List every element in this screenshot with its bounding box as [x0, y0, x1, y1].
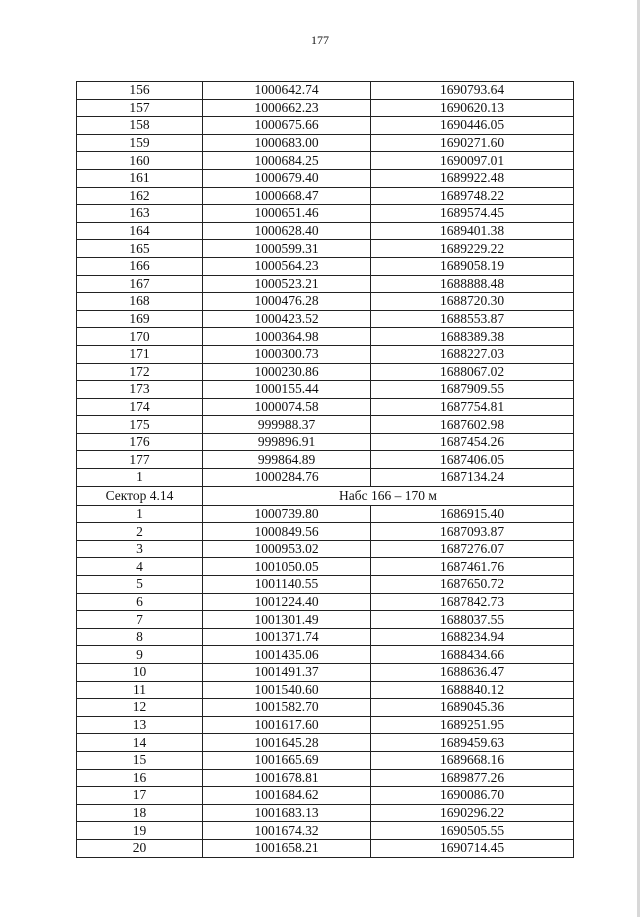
x-coordinate-cell: 1001491.37: [203, 664, 371, 682]
y-coordinate-cell: 1687602.98: [371, 416, 574, 434]
x-coordinate-cell: 1000423.52: [203, 310, 371, 328]
coordinates-table: [76, 81, 574, 858]
y-coordinate-cell: 1690271.60: [371, 134, 574, 152]
point-number-cell: 17: [77, 787, 203, 805]
y-coordinate-cell: 1687754.81: [371, 398, 574, 416]
point-number-cell: 169: [77, 310, 203, 328]
x-coordinate-cell: 1000364.98: [203, 328, 371, 346]
table-row: [77, 734, 574, 752]
sector-height-note: Набс 166 – 170 м: [203, 486, 574, 505]
x-coordinate-cell: 1000683.00: [203, 134, 371, 152]
point-number-cell: 156: [77, 82, 203, 100]
x-coordinate-cell: 1001435.06: [203, 646, 371, 664]
table-row: [77, 523, 574, 541]
x-coordinate-cell: 999864.89: [203, 451, 371, 469]
x-coordinate-cell: 1001301.49: [203, 611, 371, 629]
y-coordinate-cell: 1687454.26: [371, 433, 574, 451]
table-row: [77, 257, 574, 275]
y-coordinate-cell: 1687909.55: [371, 381, 574, 399]
table-row: [77, 787, 574, 805]
x-coordinate-cell: 1001371.74: [203, 628, 371, 646]
y-coordinate-cell: 1688234.94: [371, 628, 574, 646]
y-coordinate-cell: 1688037.55: [371, 611, 574, 629]
point-number-cell: 20: [77, 839, 203, 857]
point-number-cell: 2: [77, 523, 203, 541]
x-coordinate-cell: 1000230.86: [203, 363, 371, 381]
y-coordinate-cell: 1688227.03: [371, 345, 574, 363]
x-coordinate-cell: 1000155.44: [203, 381, 371, 399]
point-number-cell: 1: [77, 505, 203, 523]
point-number-cell: 166: [77, 257, 203, 275]
table-row: [77, 416, 574, 434]
x-coordinate-cell: 1000739.80: [203, 505, 371, 523]
point-number-cell: 8: [77, 628, 203, 646]
y-coordinate-cell: 1688434.66: [371, 646, 574, 664]
x-coordinate-cell: 1000651.46: [203, 205, 371, 223]
point-number-cell: 162: [77, 187, 203, 205]
table-row: [77, 646, 574, 664]
x-coordinate-cell: 1001683.13: [203, 804, 371, 822]
point-number-cell: 177: [77, 451, 203, 469]
table-row: [77, 152, 574, 170]
point-number-cell: 160: [77, 152, 203, 170]
x-coordinate-cell: 1000564.23: [203, 257, 371, 275]
table-row: [77, 205, 574, 223]
y-coordinate-cell: 1689401.38: [371, 222, 574, 240]
sector-label: Сектор 4.14: [77, 486, 203, 505]
y-coordinate-cell: 1690446.05: [371, 117, 574, 135]
x-coordinate-cell: 1000662.23: [203, 99, 371, 117]
y-coordinate-cell: 1689748.22: [371, 187, 574, 205]
x-coordinate-cell: 1001617.60: [203, 716, 371, 734]
x-coordinate-cell: 1000675.66: [203, 117, 371, 135]
point-number-cell: 7: [77, 611, 203, 629]
point-number-cell: 13: [77, 716, 203, 734]
table-row: [77, 310, 574, 328]
y-coordinate-cell: 1690793.64: [371, 82, 574, 100]
point-number-cell: 174: [77, 398, 203, 416]
x-coordinate-cell: 1000679.40: [203, 169, 371, 187]
x-coordinate-cell: 1000523.21: [203, 275, 371, 293]
y-coordinate-cell: 1690620.13: [371, 99, 574, 117]
table-row: [77, 187, 574, 205]
point-number-cell: 4: [77, 558, 203, 576]
table-row: [77, 345, 574, 363]
point-number-cell: 173: [77, 381, 203, 399]
x-coordinate-cell: 1000074.58: [203, 398, 371, 416]
table-row: [77, 240, 574, 258]
point-number-cell: 10: [77, 664, 203, 682]
y-coordinate-cell: 1690296.22: [371, 804, 574, 822]
point-number-cell: 168: [77, 293, 203, 311]
x-coordinate-cell: 1001684.62: [203, 787, 371, 805]
x-coordinate-cell: 1001540.60: [203, 681, 371, 699]
page-number: 177: [311, 33, 329, 47]
y-coordinate-cell: 1690505.55: [371, 822, 574, 840]
x-coordinate-cell: 1001645.28: [203, 734, 371, 752]
table-row: [77, 451, 574, 469]
table-row: [77, 99, 574, 117]
y-coordinate-cell: 1689574.45: [371, 205, 574, 223]
y-coordinate-cell: 1690086.70: [371, 787, 574, 805]
y-coordinate-cell: 1688720.30: [371, 293, 574, 311]
coordinates-table-body: [77, 82, 574, 858]
table-row: [77, 804, 574, 822]
table-row: [77, 169, 574, 187]
point-number-cell: 164: [77, 222, 203, 240]
point-number-cell: 172: [77, 363, 203, 381]
x-coordinate-cell: 1001582.70: [203, 699, 371, 717]
table-row: [77, 558, 574, 576]
x-coordinate-cell: 1000953.02: [203, 540, 371, 558]
point-number-cell: 6: [77, 593, 203, 611]
table-row: [77, 699, 574, 717]
x-coordinate-cell: 1000668.47: [203, 187, 371, 205]
x-coordinate-cell: 1000476.28: [203, 293, 371, 311]
table-row: [77, 664, 574, 682]
table-row: [77, 593, 574, 611]
table-row: [77, 222, 574, 240]
y-coordinate-cell: 1689251.95: [371, 716, 574, 734]
point-number-cell: 18: [77, 804, 203, 822]
x-coordinate-cell: 1000684.25: [203, 152, 371, 170]
y-coordinate-cell: 1689922.48: [371, 169, 574, 187]
point-number-cell: 16: [77, 769, 203, 787]
point-number-cell: 9: [77, 646, 203, 664]
y-coordinate-cell: 1687093.87: [371, 523, 574, 541]
table-row: [77, 117, 574, 135]
table-row: [77, 611, 574, 629]
point-number-cell: 161: [77, 169, 203, 187]
point-number-cell: 170: [77, 328, 203, 346]
point-number-cell: 158: [77, 117, 203, 135]
point-number-cell: 1: [77, 469, 203, 487]
x-coordinate-cell: 1001665.69: [203, 751, 371, 769]
x-coordinate-cell: 1001050.05: [203, 558, 371, 576]
x-coordinate-cell: 1001678.81: [203, 769, 371, 787]
table-row: [77, 381, 574, 399]
point-number-cell: 167: [77, 275, 203, 293]
table-row: [77, 681, 574, 699]
y-coordinate-cell: 1689877.26: [371, 769, 574, 787]
point-number-cell: 3: [77, 540, 203, 558]
y-coordinate-cell: 1687134.24: [371, 469, 574, 487]
y-coordinate-cell: 1687406.05: [371, 451, 574, 469]
point-number-cell: 165: [77, 240, 203, 258]
point-number-cell: 12: [77, 699, 203, 717]
point-number-cell: 171: [77, 345, 203, 363]
table-row: [77, 433, 574, 451]
table-row: [77, 328, 574, 346]
table-row: [77, 363, 574, 381]
table-row: [77, 769, 574, 787]
x-coordinate-cell: 1001140.55: [203, 576, 371, 594]
x-coordinate-cell: 1000300.73: [203, 345, 371, 363]
x-coordinate-cell: 999896.91: [203, 433, 371, 451]
y-coordinate-cell: 1687276.07: [371, 540, 574, 558]
x-coordinate-cell: 1001658.21: [203, 839, 371, 857]
y-coordinate-cell: 1687842.73: [371, 593, 574, 611]
x-coordinate-cell: 1000284.76: [203, 469, 371, 487]
x-coordinate-cell: 1000849.56: [203, 523, 371, 541]
table-row: [77, 398, 574, 416]
point-number-cell: 11: [77, 681, 203, 699]
table-row: [77, 540, 574, 558]
sector-header-row: [77, 486, 574, 505]
y-coordinate-cell: 1690714.45: [371, 839, 574, 857]
y-coordinate-cell: 1688636.47: [371, 664, 574, 682]
point-number-cell: 163: [77, 205, 203, 223]
y-coordinate-cell: 1689045.36: [371, 699, 574, 717]
y-coordinate-cell: 1688389.38: [371, 328, 574, 346]
table-row: [77, 822, 574, 840]
y-coordinate-cell: 1689459.63: [371, 734, 574, 752]
table-row: [77, 82, 574, 100]
table-row: [77, 293, 574, 311]
table-row: [77, 628, 574, 646]
y-coordinate-cell: 1688888.48: [371, 275, 574, 293]
point-number-cell: 14: [77, 734, 203, 752]
y-coordinate-cell: 1687650.72: [371, 576, 574, 594]
y-coordinate-cell: 1689058.19: [371, 257, 574, 275]
point-number-cell: 19: [77, 822, 203, 840]
x-coordinate-cell: 1001224.40: [203, 593, 371, 611]
y-coordinate-cell: 1686915.40: [371, 505, 574, 523]
table-row: [77, 275, 574, 293]
y-coordinate-cell: 1687461.76: [371, 558, 574, 576]
y-coordinate-cell: 1688553.87: [371, 310, 574, 328]
table-row: [77, 576, 574, 594]
point-number-cell: 15: [77, 751, 203, 769]
x-coordinate-cell: 1000599.31: [203, 240, 371, 258]
table-row: [77, 839, 574, 857]
table-row: [77, 716, 574, 734]
point-number-cell: 5: [77, 576, 203, 594]
table-row: [77, 134, 574, 152]
y-coordinate-cell: 1690097.01: [371, 152, 574, 170]
point-number-cell: 175: [77, 416, 203, 434]
table-row: [77, 469, 574, 487]
x-coordinate-cell: 1001674.32: [203, 822, 371, 840]
table-row: [77, 505, 574, 523]
y-coordinate-cell: 1689668.16: [371, 751, 574, 769]
y-coordinate-cell: 1688067.02: [371, 363, 574, 381]
y-coordinate-cell: 1689229.22: [371, 240, 574, 258]
point-number-cell: 159: [77, 134, 203, 152]
x-coordinate-cell: 999988.37: [203, 416, 371, 434]
table-row: [77, 751, 574, 769]
x-coordinate-cell: 1000642.74: [203, 82, 371, 100]
point-number-cell: 157: [77, 99, 203, 117]
point-number-cell: 176: [77, 433, 203, 451]
y-coordinate-cell: 1688840.12: [371, 681, 574, 699]
x-coordinate-cell: 1000628.40: [203, 222, 371, 240]
